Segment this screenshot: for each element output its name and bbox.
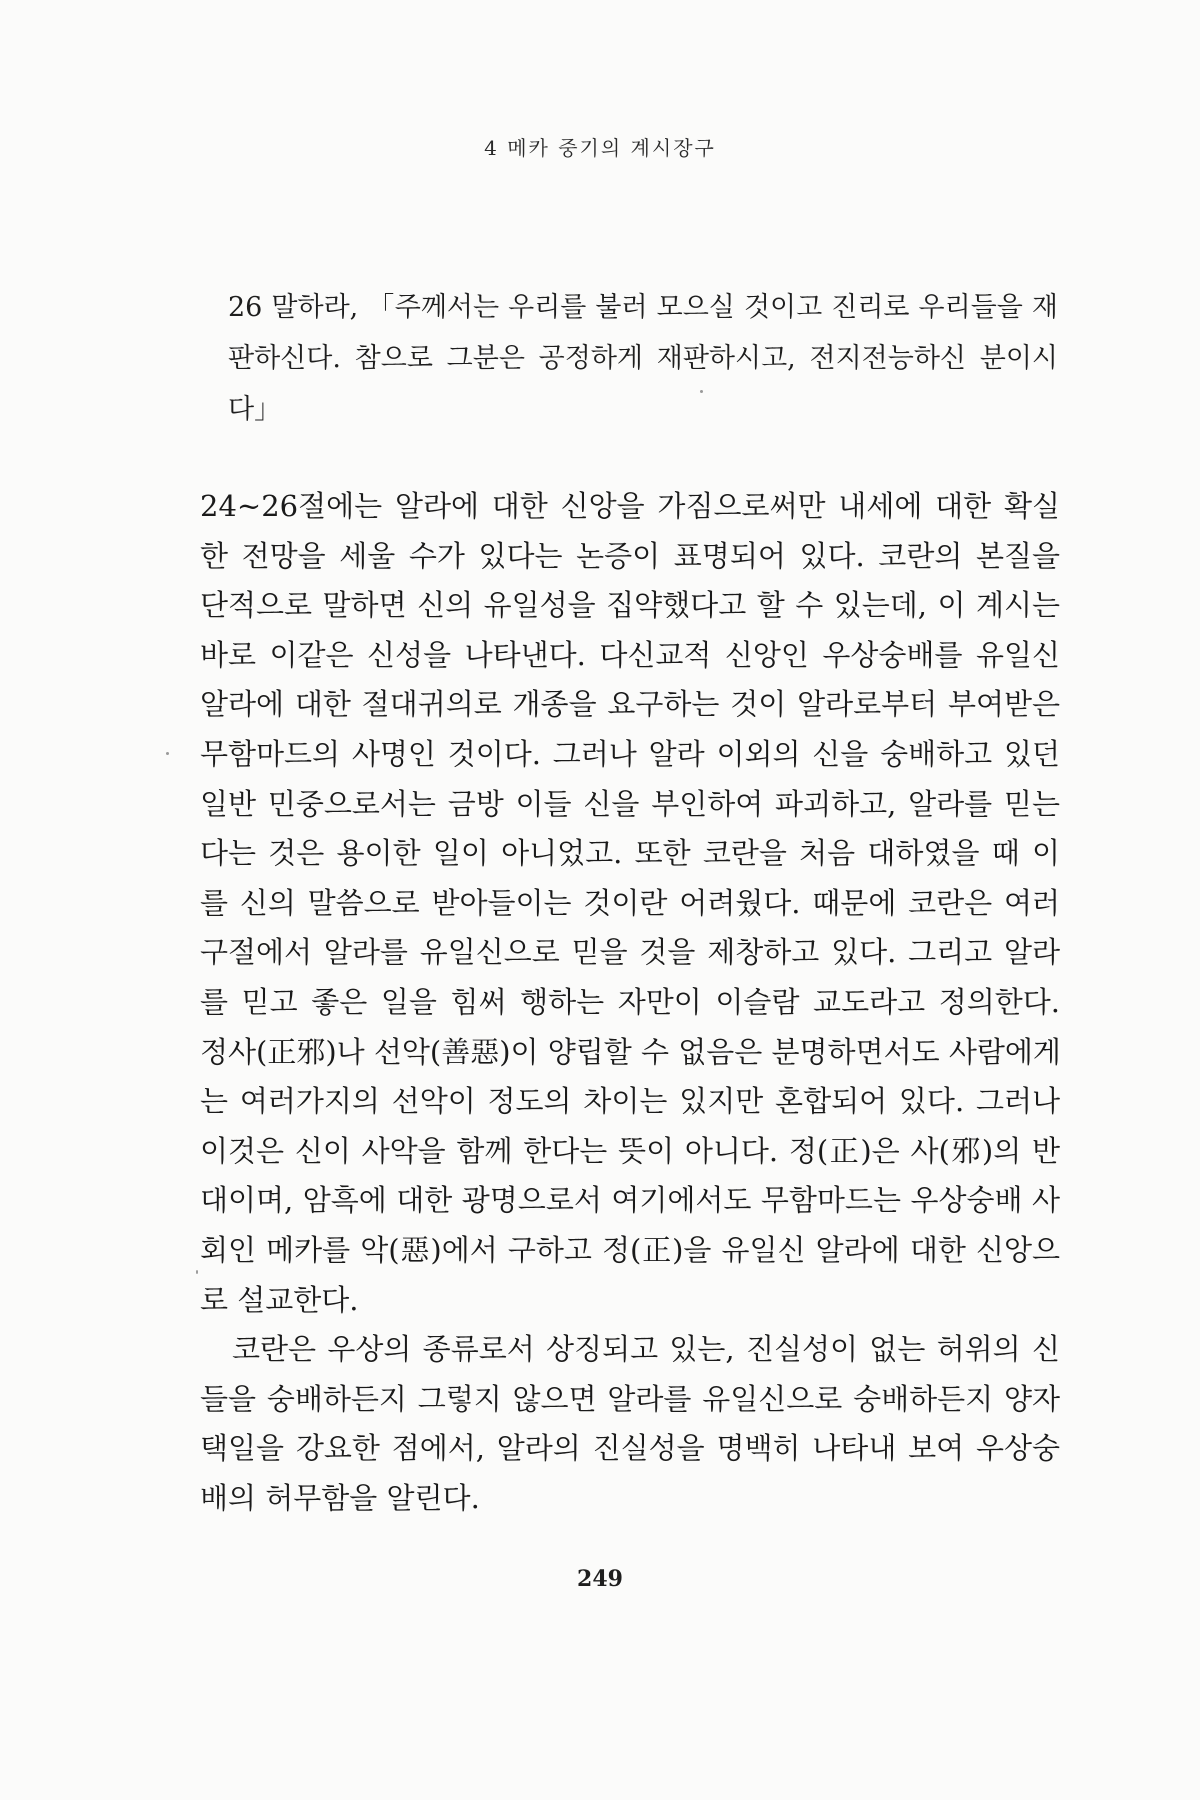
paragraph-line: 24~26절에는 알라에 대한 신앙을 가짐으로써만 내세에 대한 확실: [200, 489, 1060, 523]
paragraph-line: 바로 이같은 신성을 나타낸다. 다신교적 신앙인 우상숭배를 유일신: [200, 637, 1060, 672]
paragraph-line: 단적으로 말하면 신의 유일성을 집약했다고 할 수 있는데, 이 계시는: [200, 588, 1060, 623]
paragraph-line: 를 믿고 좋은 일을 힘써 행하는 자만이 이슬람 교도라고 정의한다.: [200, 984, 1060, 1019]
paragraph-line: 대이며, 암흑에 대한 광명으로서 여기에서도 무함마드는 우상숭배 사: [200, 1183, 1060, 1218]
verse-line: 다」: [228, 394, 282, 425]
paragraph-line: 구절에서 알라를 유일신으로 믿을 것을 제창하고 있다. 그리고 알라: [200, 935, 1060, 970]
running-header: 4 메카 중기의 계시장구: [484, 136, 716, 160]
paragraph-line: 회인 메카를 악(惡)에서 구하고 정(正)을 유일신 알라에 대한 신앙으: [200, 1232, 1060, 1267]
paragraph-line: 알라에 대한 절대귀의로 개종을 요구하는 것이 알라로부터 부여받은: [200, 687, 1060, 722]
scan-speck: [166, 752, 169, 755]
paragraph-line: 다는 것은 용이한 일이 아니었고. 또한 코란을 처음 대하였을 때 이: [200, 836, 1060, 871]
verse-line: 판하신다. 참으로 그분은 공정하게 재판하시고, 전지전능하신 분이시: [228, 343, 1058, 374]
paragraph-line: 정사(正邪)나 선악(善惡)이 양립할 수 없음은 분명하면서도 사람에게: [200, 1034, 1061, 1069]
paragraph-line: 들을 숭배하든지 그렇지 않으면 알라를 유일신으로 숭배하든지 양자: [200, 1381, 1060, 1416]
paragraph-line: 는 여러가지의 선악이 정도의 차이는 있지만 혼합되어 있다. 그러나: [200, 1084, 1060, 1119]
paragraph-line: 로 설교한다.: [200, 1282, 359, 1317]
verse-quote: [228, 282, 1058, 435]
commentary-body: [200, 482, 1060, 1523]
scan-speck: [700, 390, 703, 393]
paragraph-line: 한 전망을 세울 수가 있다는 논증이 표명되어 있다. 코란의 본질을: [200, 538, 1060, 573]
page-number: 249: [577, 1566, 623, 1592]
paragraph-line: 무함마드의 사명인 것이다. 그러나 알라 이외의 신을 숭배하고 있던: [200, 736, 1060, 771]
paragraph-line: 이것은 신이 사악을 함께 한다는 뜻이 아니다. 정(正)은 사(邪)의 반: [200, 1133, 1060, 1168]
verse-line: 26 말하라, 「주께서는 우리를 불러 모으실 것이고 진리로 우리들을 재: [228, 292, 1058, 323]
paragraph-line: 배의 허무함을 알린다.: [200, 1480, 480, 1515]
paragraph-line: 를 신의 말씀으로 받아들이는 것이란 어려웠다. 때문에 코란은 여러: [200, 885, 1060, 920]
paragraph-line: 일반 민중으로서는 금방 이들 신을 부인하여 파괴하고, 알라를 믿는: [200, 786, 1060, 821]
scan-speck: [196, 1270, 198, 1274]
paragraph-line: 택일을 강요한 점에서, 알라의 진실성을 명백히 나타내 보여 우상숭: [200, 1431, 1060, 1466]
paragraph-line: 코란은 우상의 종류로서 상징되고 있는, 진실성이 없는 허위의 신: [232, 1332, 1060, 1367]
